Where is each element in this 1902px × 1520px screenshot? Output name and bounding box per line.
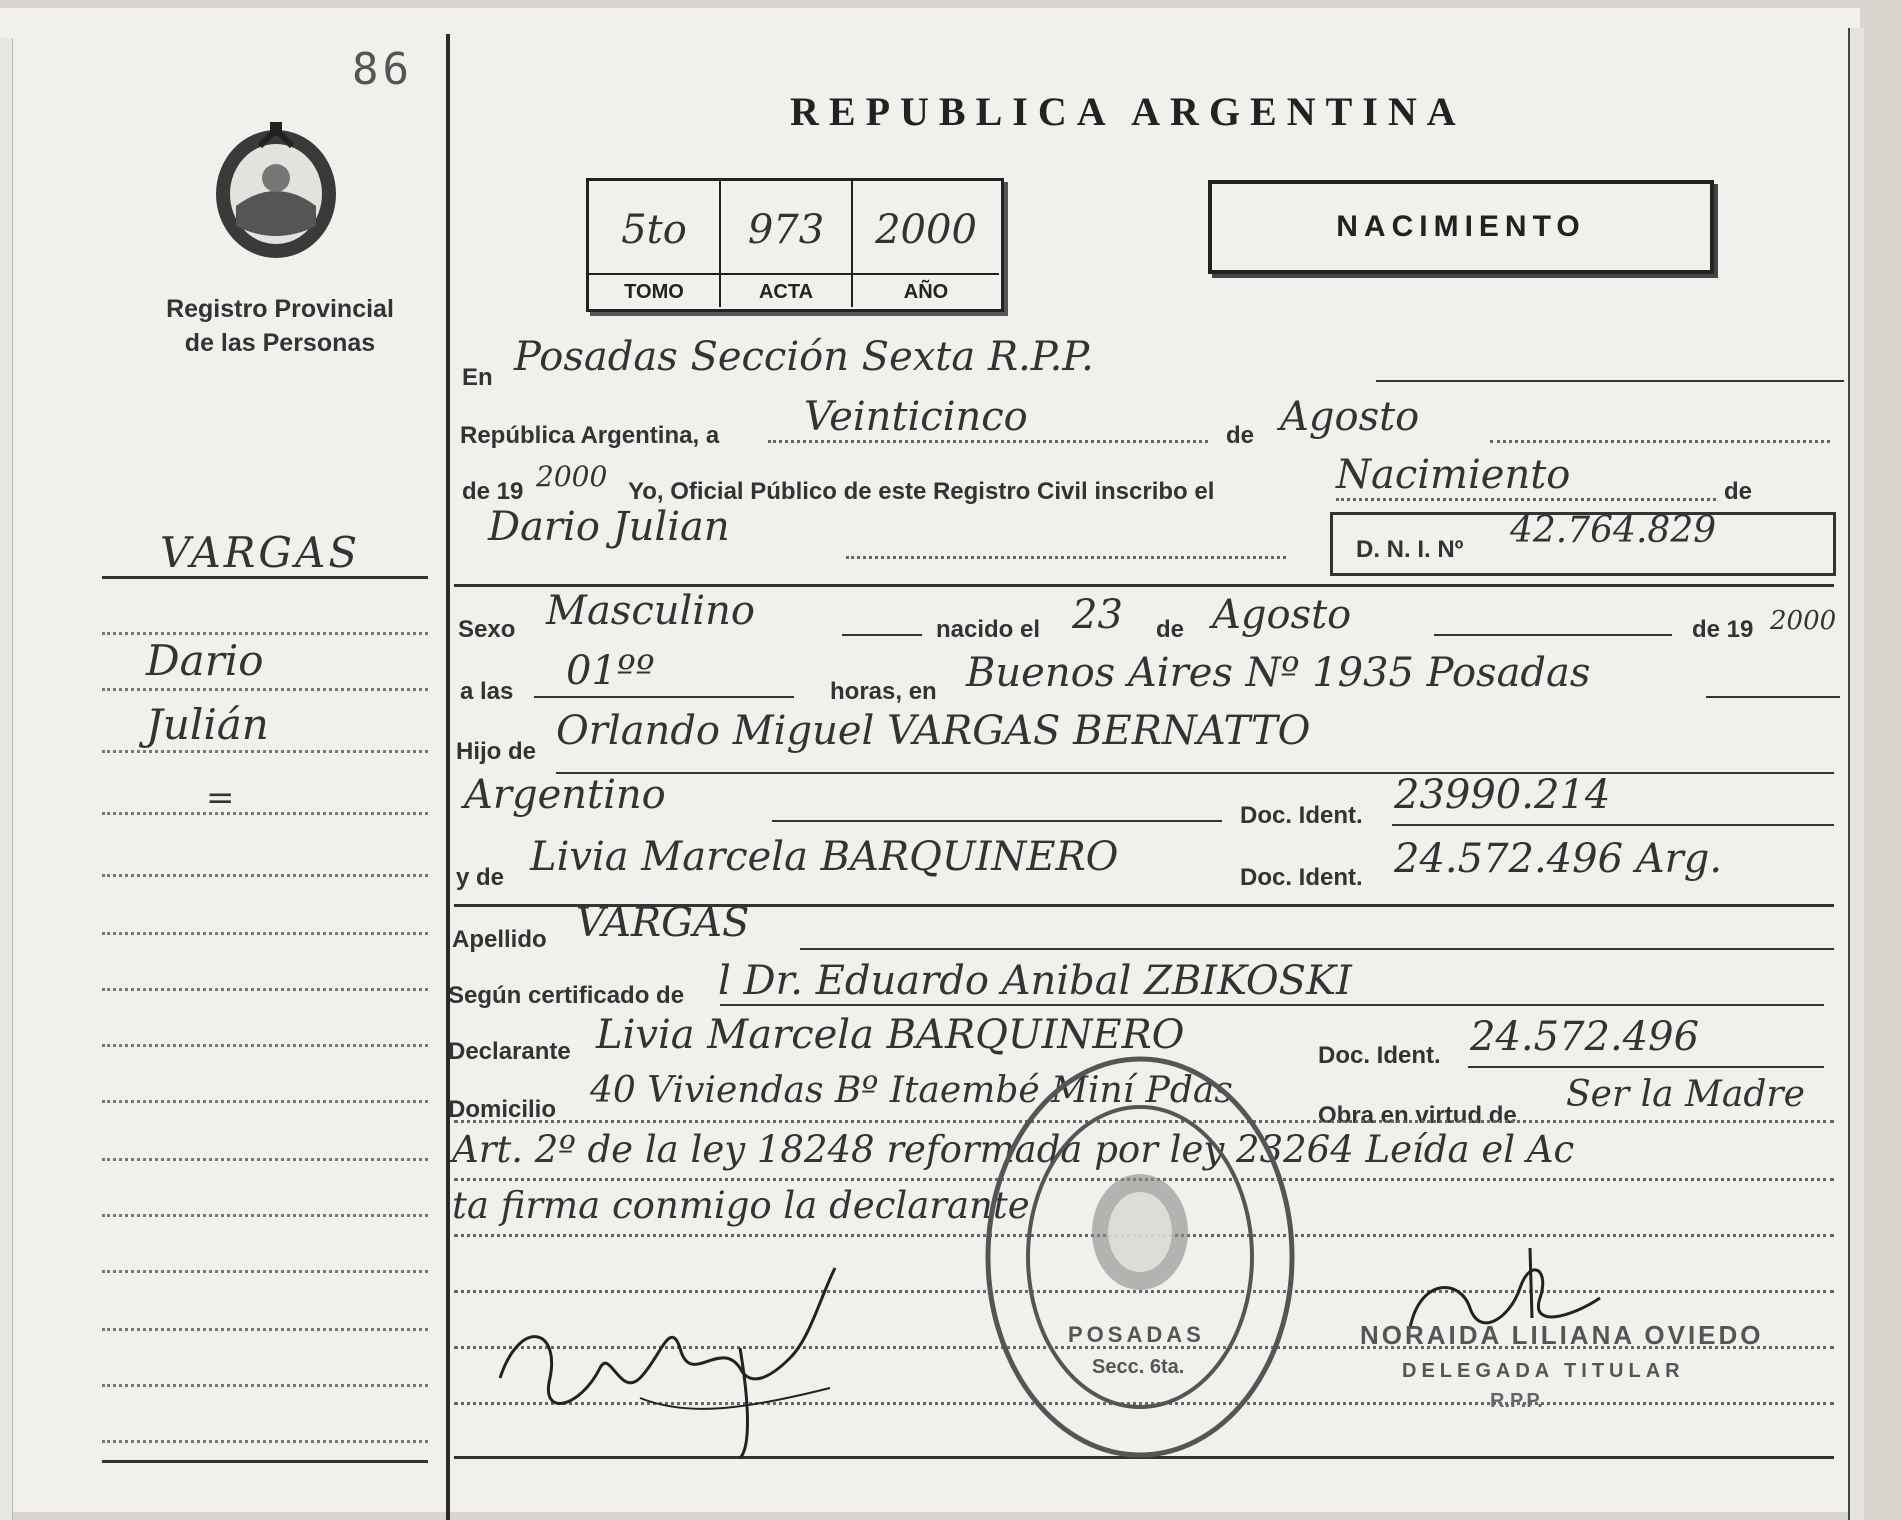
fill-line	[772, 820, 1222, 822]
official-title: DELEGADA TITULAR	[1402, 1360, 1685, 1382]
registration-month: Agosto	[1280, 394, 1420, 440]
nacido-label: nacido el	[936, 616, 1041, 643]
stub-divider	[446, 34, 450, 1520]
record-type-box: NACIMIENTO	[1208, 180, 1714, 274]
en-label: En	[462, 364, 493, 391]
stub-line	[102, 1440, 428, 1443]
certifying-doctor: l Dr. Eduardo Anibal ZBIKOSKI	[718, 958, 1352, 1004]
birth-day: 23	[1072, 592, 1123, 638]
fill-line	[1392, 824, 1834, 826]
dni-label: D. N. I. Nº	[1356, 536, 1464, 563]
registry-line-2: de las Personas	[184, 329, 376, 357]
official-stamp-seal	[980, 1052, 1300, 1462]
de-label-2: de	[1724, 478, 1753, 505]
obra-label: Obra en virtud de	[1318, 1102, 1517, 1129]
fill-line	[1706, 696, 1840, 698]
mother-name: Livia Marcela BARQUINERO	[530, 834, 1119, 880]
tomo-cell	[589, 181, 721, 307]
stub-line	[102, 1044, 428, 1047]
fill-line	[534, 696, 794, 698]
stamp-section: Secc. 6ta.	[1092, 1356, 1185, 1378]
stub-line	[102, 1100, 428, 1103]
place-of-registration: Posadas Sección Sexta R.P.P.	[514, 334, 1094, 380]
page-edge	[1848, 28, 1864, 1520]
stamp-city: POSADAS	[1068, 1322, 1205, 1347]
horas-label: horas, en	[830, 678, 937, 705]
de-year-label-2: de 19	[1692, 616, 1754, 643]
stub-line	[102, 1214, 428, 1217]
stub-line	[102, 1328, 428, 1331]
stub-given-name-2: Julián	[146, 700, 269, 749]
stub-mark: =	[206, 778, 235, 818]
fill-line	[800, 948, 1834, 950]
de-label-3: de	[1156, 616, 1185, 643]
hijo-label: Hijo de	[456, 738, 537, 765]
dotted-line	[846, 556, 1286, 559]
stub-rule	[102, 576, 428, 579]
address-value: 40 Viviendas Bº Itaembé Miní Pdas	[590, 1070, 1233, 1111]
stub-rule	[102, 1460, 428, 1463]
registry-name	[150, 292, 410, 360]
fill-line	[556, 772, 1834, 774]
text-line-1: Art. 2º de la ley 18248 reformada por ley 23264 Leída el Ac	[452, 1128, 1575, 1171]
alas-label: a las	[460, 678, 514, 705]
section-rule	[454, 584, 1834, 587]
text-line-2: ta firma conmigo la declarante	[452, 1184, 1030, 1227]
act-type: Nacimiento	[1336, 452, 1571, 498]
yde-label: y de	[456, 864, 505, 891]
fill-line	[1376, 380, 1844, 382]
declarant-signature	[490, 1258, 880, 1468]
dotted-line	[1490, 440, 1830, 443]
official-statement: Yo, Oficial Público de este Registro Civil inscribo el	[628, 478, 1215, 505]
birth-place: Buenos Aires Nº 1935 Posadas	[966, 650, 1591, 696]
doc-label-2: Doc. Ident.	[1240, 864, 1363, 891]
misiones-coat-of-arms-icon	[206, 116, 346, 266]
tomo-label: TOMO	[589, 273, 719, 309]
declarante-label: Declarante	[448, 1038, 571, 1065]
father-name: Orlando Miguel VARGAS BERNATTO	[556, 708, 1311, 754]
tomo-value: 5to	[621, 207, 687, 253]
anio-label: AÑO	[853, 273, 999, 309]
anio-value: 2000	[875, 207, 977, 253]
republica-label: República Argentina, a	[460, 422, 720, 449]
dni-number: 42.764.829	[1510, 510, 1717, 551]
fill-line	[1468, 1066, 1824, 1068]
domicilio-label: Domicilio	[448, 1096, 557, 1123]
child-name: Dario Julian	[488, 504, 730, 550]
registry-line-1: Registro Provincial	[166, 295, 394, 323]
stub-edge	[0, 38, 13, 1520]
father-doc: 23990.214	[1394, 772, 1611, 818]
declarant-doc: 24.572.496	[1470, 1014, 1700, 1060]
stub-line	[102, 932, 428, 935]
doc-label-3: Doc. Ident.	[1318, 1042, 1441, 1069]
doc-label: Doc. Ident.	[1240, 802, 1363, 829]
stub-line	[102, 1270, 428, 1273]
official-name: NORAIDA LILIANA OVIEDO	[1360, 1320, 1764, 1350]
birth-hour: 01ºº	[566, 648, 655, 694]
sex-value: Masculino	[546, 588, 755, 634]
father-nationality: Argentino	[464, 772, 666, 818]
document-title: REPUBLICA ARGENTINA	[790, 89, 1466, 134]
stub-given-name-1: Dario	[146, 636, 264, 685]
dotted-line	[1336, 498, 1716, 501]
stub-line	[102, 750, 428, 753]
folio-number: 86	[352, 44, 413, 95]
sexo-label: Sexo	[458, 616, 516, 643]
official-office: R.P.P.	[1490, 1390, 1543, 1412]
stub-line	[102, 988, 428, 991]
de-year-label: de 19	[462, 478, 524, 505]
stub-line	[102, 874, 428, 877]
registration-year: 2000	[536, 460, 608, 493]
certificate-page	[0, 8, 1860, 1512]
stub-line	[102, 1158, 428, 1161]
stub-line	[102, 812, 428, 815]
surname-value: VARGAS	[576, 900, 750, 946]
acta-cell	[721, 181, 853, 307]
fill-line	[842, 634, 922, 636]
stub-line	[102, 632, 428, 635]
stub-line	[102, 1384, 428, 1387]
birth-year: 2000	[1770, 606, 1837, 636]
stub-surname: VARGAS	[160, 528, 361, 577]
declarant-name: Livia Marcela BARQUINERO	[596, 1012, 1185, 1058]
acta-value: 973	[747, 207, 825, 253]
acta-label: ACTA	[721, 273, 851, 309]
dotted-line	[768, 440, 1208, 443]
de-label: de	[1226, 422, 1255, 449]
birth-month: Agosto	[1212, 592, 1352, 638]
fill-line	[1434, 634, 1672, 636]
obra-value: Ser la Madre	[1566, 1074, 1805, 1115]
registration-day: Veinticinco	[804, 394, 1028, 440]
stub-line	[102, 688, 428, 691]
apellido-label: Apellido	[452, 926, 547, 953]
registry-reference-table	[586, 178, 1004, 312]
mother-doc: 24.572.496 Arg.	[1394, 836, 1723, 882]
anio-cell	[853, 181, 999, 307]
segun-label: Según certificado de	[448, 982, 685, 1009]
fill-line	[720, 1004, 1824, 1006]
